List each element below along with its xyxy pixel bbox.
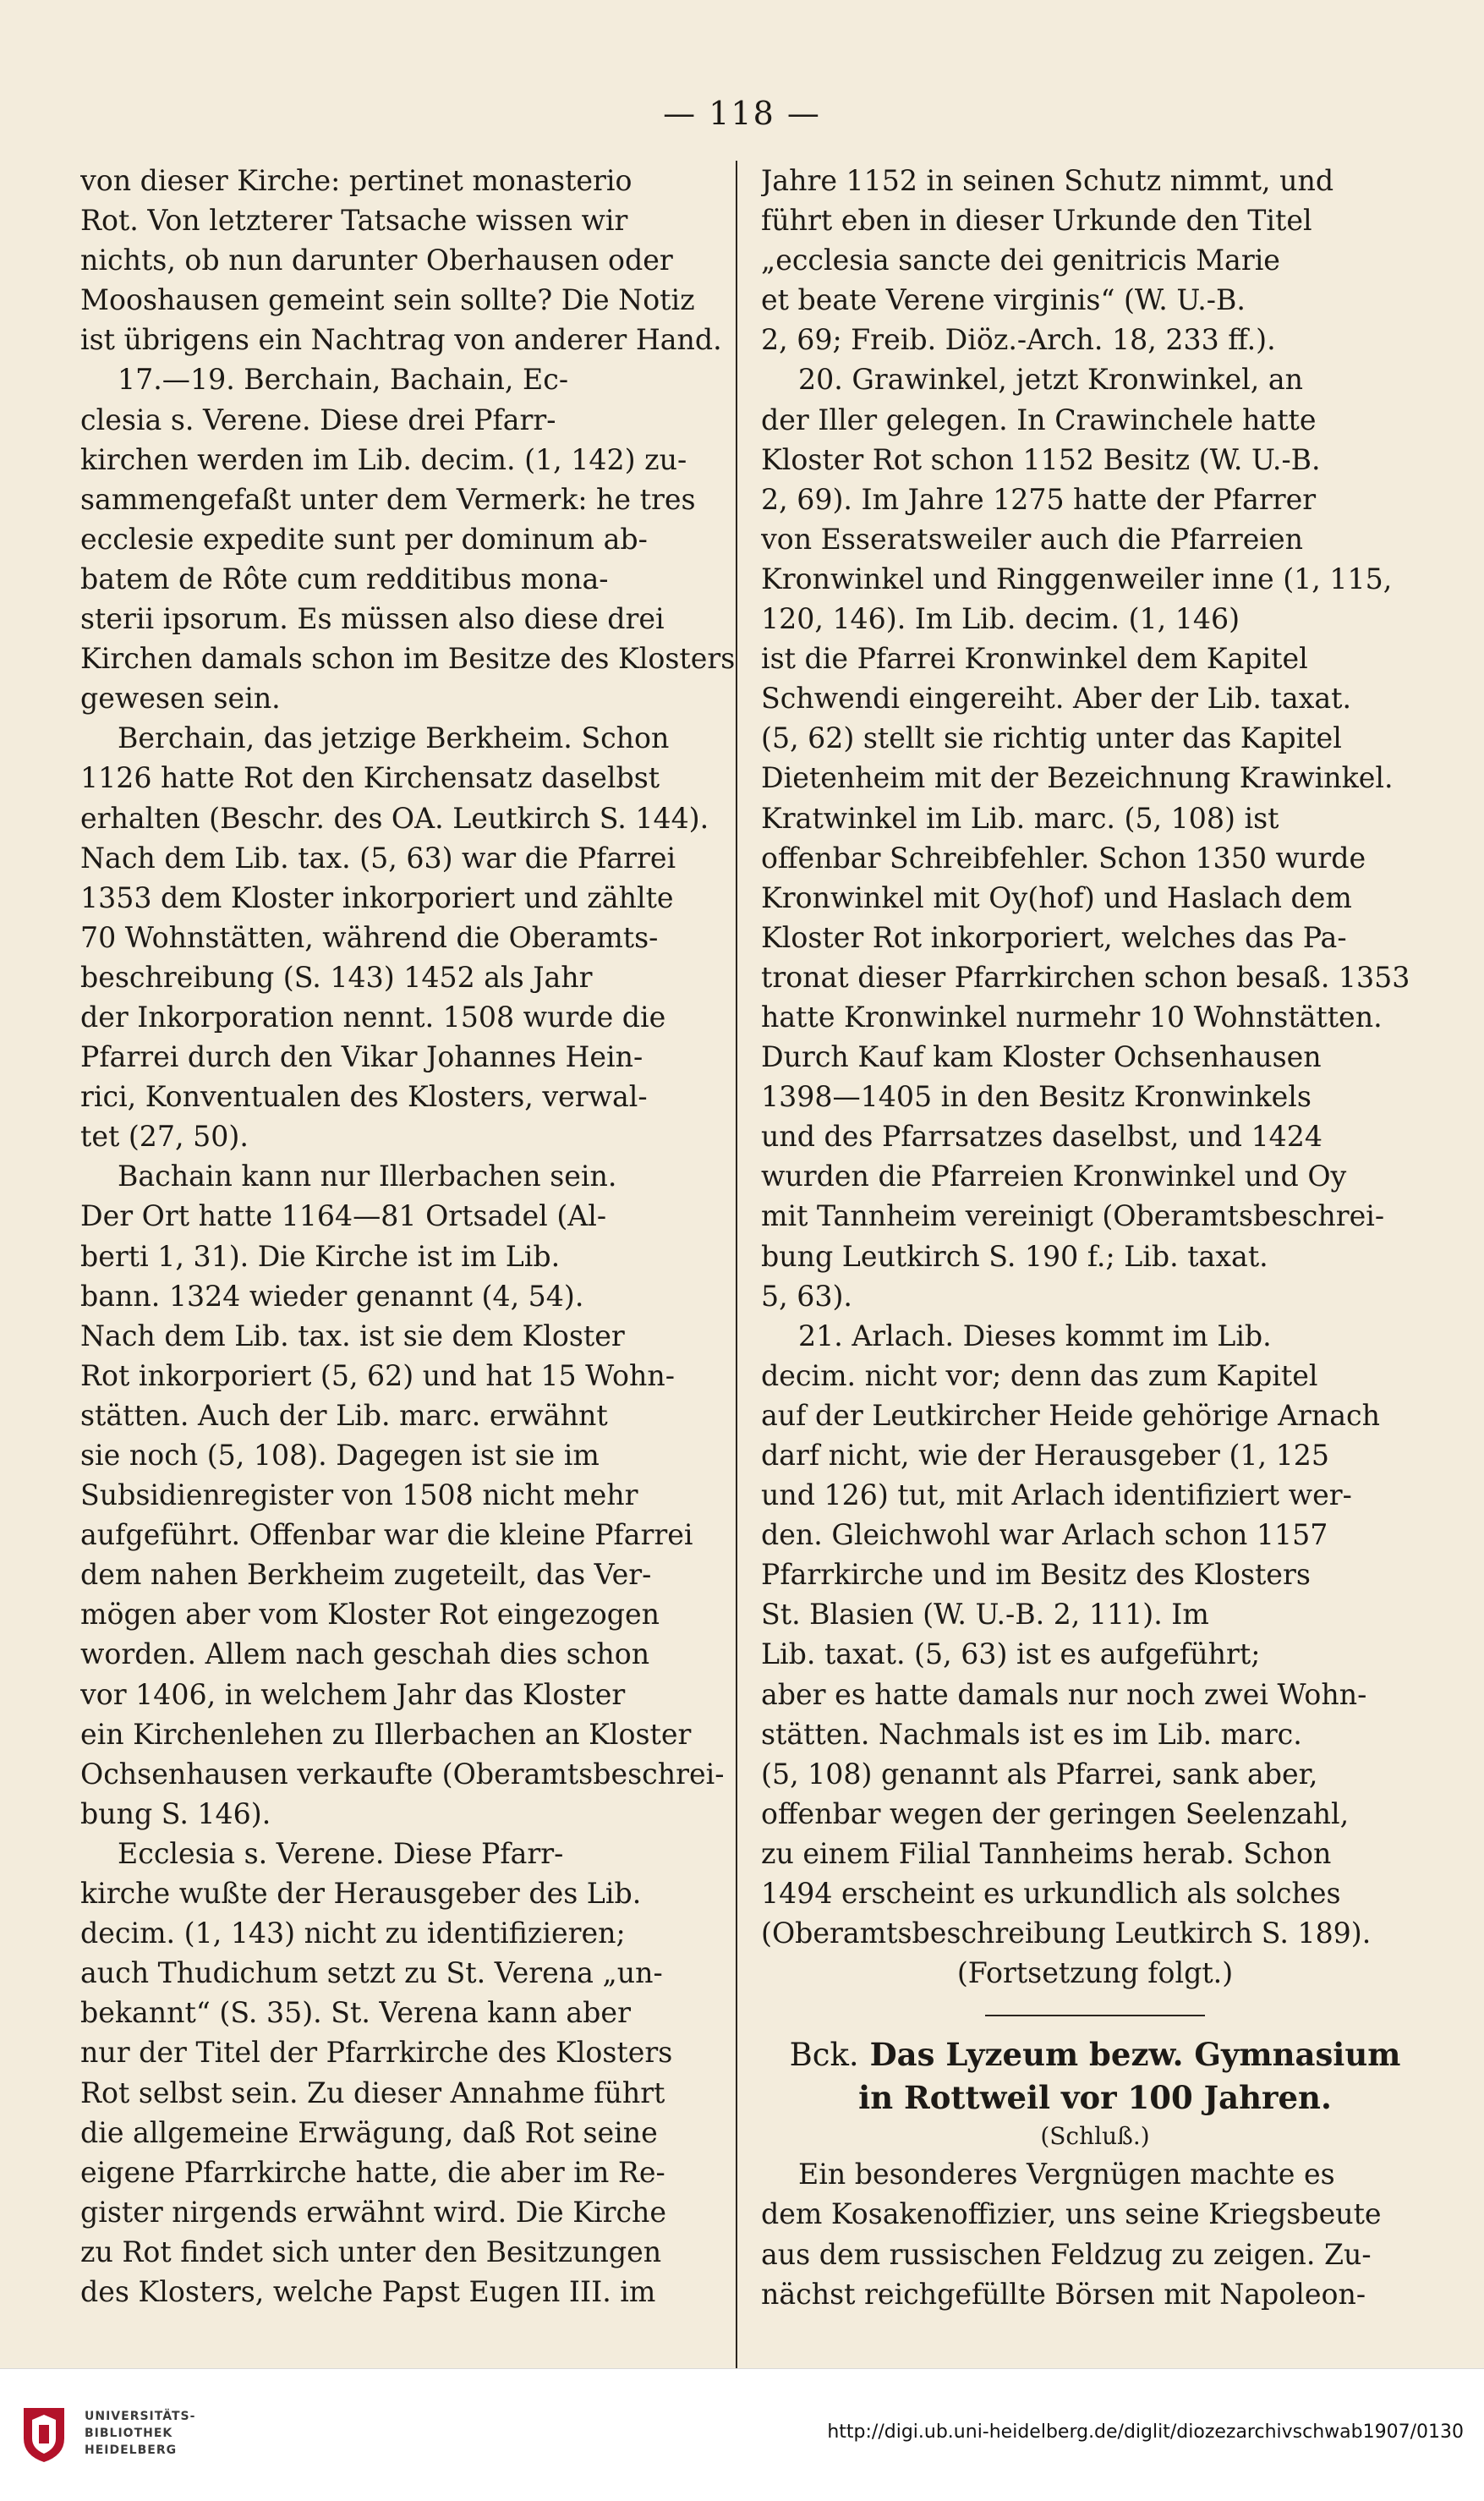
text-line: Durch Kauf kam Kloster Ochsenhausen <box>761 1040 1322 1074</box>
text-line: Ecclesia s. Verene. Diese Pfarr- <box>118 1836 564 1870</box>
text-line: aber es hatte damals nur noch zwei Wohn- <box>761 1677 1367 1711</box>
text-line: Dietenheim mit der Bezeichnung Krawinkel. <box>761 761 1394 795</box>
text-line: sie noch (5, 108). Dagegen ist sie im <box>80 1439 600 1472</box>
text-line: batem de Rôte cum redditibus mona- <box>80 562 609 595</box>
text-line: der Iller gelegen. In Crawinchele hatte <box>761 403 1317 436</box>
text-line: nichts, ob nun darunter Oberhausen oder <box>80 244 673 277</box>
source-url-link[interactable]: http://digi.ub.uni-heidelberg.de/diglit/diozezarchivschwab1907/0130 <box>827 2421 1464 2443</box>
text-line: mögen aber vom Kloster Rot eingezogen <box>80 1598 660 1632</box>
text-line: stätten. Nachmals ist es im Lib. marc. <box>761 1717 1302 1751</box>
text-line: des Klosters, welche Papst Eugen III. im <box>80 2274 656 2308</box>
text-line: rici, Konventualen des Klosters, verwal- <box>80 1080 648 1114</box>
text-line: (5, 108) genannt als Pfarrei, sank aber, <box>761 1757 1318 1791</box>
text-line: dem Kosakenoffizier, uns seine Kriegsbeute <box>761 2197 1382 2231</box>
article-title-line1: Das Lyzeum bezw. Gymnasium <box>869 2036 1401 2074</box>
university-library-logo-icon <box>19 2405 69 2464</box>
text-line: Schwendi eingereiht. Aber der Lib. taxat. <box>761 682 1352 716</box>
text-line: ist die Pfarrei Kronwinkel dem Kapitel <box>761 642 1308 676</box>
text-line: offenbar wegen der geringen Seelenzahl, <box>761 1796 1350 1830</box>
page-number: — 118 — <box>663 95 821 132</box>
text-line: zu einem Filial Tannheims herab. Schon <box>761 1836 1332 1870</box>
text-line: Berchain, das jetzige Berkheim. Schon <box>118 721 670 755</box>
text-line: worden. Allem nach geschah dies schon <box>80 1637 650 1671</box>
text-line: die allgemeine Erwägung, daß Rot seine <box>80 2115 658 2149</box>
article-heading <box>761 2033 1429 2076</box>
text-line: bung S. 146). <box>80 1796 271 1830</box>
text-line: vor 1406, in welchem Jahr das Kloster <box>80 1677 626 1711</box>
text-line: Bachain kann nur Illerbachen sein. <box>118 1160 617 1193</box>
text-line: hatte Kronwinkel nurmehr 10 Wohnstätten. <box>761 1000 1383 1034</box>
text-line: Jahre 1152 in seinen Schutz nimmt, und <box>761 164 1334 197</box>
text-line: aus dem russischen Feldzug zu zeigen. Zu- <box>761 2237 1372 2271</box>
library-name-line: UNIVERSITÄTS- <box>85 2410 196 2423</box>
text-line: Rot selbst sein. Zu dieser Annahme führt <box>80 2076 665 2109</box>
text-line: kirchen werden im Lib. decim. (1, 142) zu- <box>80 442 687 476</box>
paragraph <box>761 161 1429 359</box>
text-line: 20. Grawinkel, jetzt Kronwinkel, an <box>798 363 1304 397</box>
text-line: Ein besonderes Vergnügen machte es <box>798 2158 1335 2191</box>
text-line: clesia s. Verene. Diese drei Pfarr- <box>80 403 556 436</box>
text-line: (Oberamtsbeschreibung Leutkirch S. 189). <box>761 1917 1372 1950</box>
text-line: stätten. Auch der Lib. marc. erwähnt <box>80 1398 608 1432</box>
article-body <box>761 2154 1429 2313</box>
paragraph <box>80 359 748 718</box>
text-line: et beate Verene virginis“ (W. U.-B. <box>761 283 1246 317</box>
text-line: Lib. taxat. (5, 63) ist es aufgeführt; <box>761 1637 1261 1671</box>
text-line: 2, 69). Im Jahre 1275 hatte der Pfarrer <box>761 482 1317 516</box>
right-paragraphs <box>761 161 1429 1953</box>
text-line: tet (27, 50). <box>80 1120 249 1154</box>
text-line: erhalten (Beschr. des OA. Leutkirch S. 144). <box>80 801 709 835</box>
left-column <box>80 161 748 2312</box>
text-line: zu Rot findet sich unter den Besitzungen <box>80 2235 662 2268</box>
text-line: Kratwinkel im Lib. marc. (5, 108) ist <box>761 801 1279 835</box>
text-line: offenbar Schreibfehler. Schon 1350 wurde <box>761 841 1366 875</box>
text-line: den. Gleichwohl war Arlach schon 1157 <box>761 1518 1328 1552</box>
section-rule <box>985 2015 1205 2016</box>
text-line: 21. Arlach. Dieses kommt im Lib. <box>798 1319 1272 1352</box>
text-line: nächst reichgefüllte Börsen mit Napoleon- <box>761 2277 1366 2311</box>
text-line: sammengefaßt unter dem Vermerk: he tres <box>80 482 696 516</box>
text-line: Der Ort hatte 1164—81 Ortsadel (Al- <box>80 1199 607 1233</box>
paragraph <box>80 1156 748 1834</box>
text-line: decim. (1, 143) nicht zu identifizieren; <box>80 1917 626 1950</box>
text-line: und des Pfarrsatzes daselbst, und 1424 <box>761 1120 1323 1154</box>
footer-bar <box>0 2368 1484 2501</box>
text-line: Subsidienregister von 1508 nicht mehr <box>80 1478 638 1512</box>
text-line: bung Leutkirch S. 190 f.; Lib. taxat. <box>761 1239 1268 1273</box>
text-line: Rot inkorporiert (5, 62) und hat 15 Wohn- <box>80 1358 675 1392</box>
text-line: eigene Pfarrkirche hatte, die aber im Re- <box>80 2155 665 2189</box>
text-line: decim. nicht vor; denn das zum Kapitel <box>761 1358 1318 1392</box>
text-line: ein Kirchenlehen zu Illerbachen an Kloster <box>80 1717 692 1751</box>
right-column <box>761 161 1429 2314</box>
text-line: mit Tannheim vereinigt (Oberamtsbeschrei- <box>761 1199 1385 1233</box>
text-line: Nach dem Lib. tax. ist sie dem Kloster <box>80 1319 625 1352</box>
text-line: 1494 erscheint es urkundlich als solches <box>761 1877 1341 1911</box>
text-line: der Inkorporation nennt. 1508 wurde die <box>80 1000 666 1034</box>
text-line: ecclesie expedite sunt per dominum ab- <box>80 522 648 556</box>
text-line: auf der Leutkircher Heide gehörige Arnach <box>761 1398 1381 1432</box>
article-subtitle: (Schluß.) <box>1040 2122 1150 2151</box>
article-author: Bck. <box>789 2037 859 2074</box>
text-line: Kirchen damals schon im Besitze des Klosters <box>80 642 736 676</box>
text-line: wurden die Pfarreien Kronwinkel und Oy <box>761 1160 1347 1193</box>
continuation-note: (Fortsetzung folgt.) <box>956 1956 1234 1990</box>
text-line: gewesen sein. <box>80 682 281 716</box>
text-line: nur der Titel der Pfarrkirche des Klosters <box>80 2036 673 2070</box>
text-line: 70 Wohnstätten, während die Oberamts- <box>80 920 659 954</box>
text-line: und 126) tut, mit Arlach identifiziert wer- <box>761 1478 1352 1512</box>
text-line: Mooshausen gemeint sein sollte? Die Notiz <box>80 283 695 317</box>
text-line: darf nicht, wie der Herausgeber (1, 125 <box>761 1439 1329 1472</box>
text-line: 120, 146). Im Lib. decim. (1, 146) <box>761 602 1240 636</box>
text-line: von dieser Kirche: pertinet monasterio <box>80 164 632 197</box>
text-line: dem nahen Berkheim zugeteilt, das Ver- <box>80 1558 652 1592</box>
text-line: 1398—1405 in den Besitz Kronwinkels <box>761 1080 1312 1114</box>
text-line: 2, 69; Freib. Diöz.-Arch. 18, 233 ff.). <box>761 323 1276 357</box>
text-line: (5, 62) stellt sie richtig unter das Kapitel <box>761 721 1342 755</box>
text-line: gister nirgends erwähnt wird. Die Kirche <box>80 2195 667 2229</box>
text-line: Nach dem Lib. tax. (5, 63) war die Pfarrei <box>80 841 676 875</box>
library-name-line: HEIDELBERG <box>85 2443 178 2457</box>
text-line: beschreibung (S. 143) 1452 als Jahr <box>80 960 593 994</box>
text-line: aufgeführt. Offenbar war die kleine Pfarrei <box>80 1518 693 1552</box>
text-line: berti 1, 31). Die Kirche ist im Lib. <box>80 1239 561 1273</box>
article-title-line2: in Rottweil vor 100 Jahren. <box>858 2079 1332 2117</box>
text-line: sterii ipsorum. Es müssen also diese drei <box>80 602 665 636</box>
text-line: 1353 dem Kloster inkorporiert und zählte <box>80 880 674 914</box>
text-line: Kronwinkel mit Oy(hof) und Haslach dem <box>761 880 1352 914</box>
library-name-line: BIBLIOTHEK <box>85 2427 173 2440</box>
text-line: Kronwinkel und Ringgenweiler inne (1, 115, <box>761 562 1393 595</box>
text-line: Kloster Rot schon 1152 Besitz (W. U.-B. <box>761 442 1321 476</box>
text-line: 17.—19. Berchain, Bachain, Ec- <box>118 363 569 397</box>
text-line: bekannt“ (S. 35). St. Verena kann aber <box>80 1996 631 2030</box>
text-line: St. Blasien (W. U.-B. 2, 111). Im <box>761 1598 1209 1632</box>
text-line: tronat dieser Pfarrkirchen schon besaß. 1353 <box>761 960 1410 994</box>
text-line: Ochsenhausen verkaufte (Oberamtsbeschrei- <box>80 1757 725 1791</box>
text-line: Pfarrei durch den Vikar Johannes Hein- <box>80 1040 643 1074</box>
text-line: von Esseratsweiler auch die Pfarreien <box>761 522 1304 556</box>
text-line: Kloster Rot inkorporiert, welches das Pa- <box>761 920 1347 954</box>
paragraph <box>80 718 748 1156</box>
paragraph <box>761 1316 1429 1954</box>
text-line: Rot. Von letzterer Tatsache wissen wir <box>80 204 628 238</box>
column-divider <box>736 161 737 2377</box>
paragraph <box>80 1834 748 2312</box>
text-line: führt eben in dieser Urkunde den Titel <box>761 204 1312 238</box>
paragraph <box>761 359 1429 1315</box>
text-line: Pfarrkirche und im Besitz des Klosters <box>761 1558 1311 1592</box>
paragraph <box>80 161 748 359</box>
text-line: bann. 1324 wieder genannt (4, 54). <box>80 1279 584 1313</box>
library-name <box>85 2408 195 2459</box>
text-line: auch Thudichum setzt zu St. Verena „un- <box>80 1956 663 1990</box>
text-line: 1126 hatte Rot den Kirchensatz daselbst <box>80 761 660 795</box>
text-line: „ecclesia sancte dei genitricis Marie <box>761 244 1280 277</box>
text-line: kirche wußte der Herausgeber des Lib. <box>80 1877 642 1911</box>
text-line: ist übrigens ein Nachtrag von anderer Hand. <box>80 323 722 357</box>
text-line: 5, 63). <box>761 1279 852 1313</box>
